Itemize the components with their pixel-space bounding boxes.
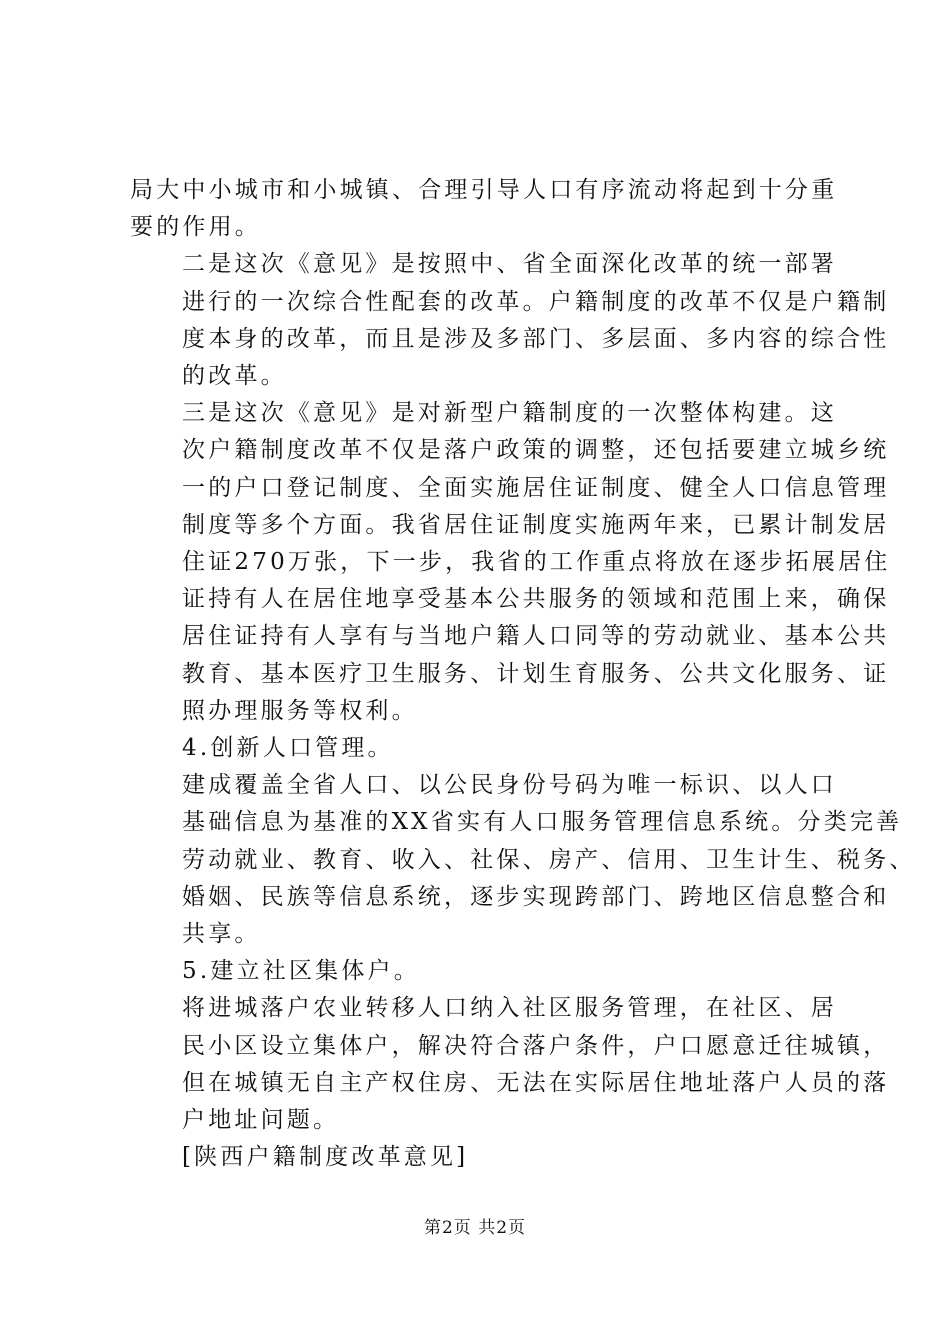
text-line: 民小区设立集体户，解决符合落户条件，户口愿意迁往城镇， [182,1032,890,1059]
text-line: 婚姻、民族等信息系统，逐步实现跨部门、跨地区信息整合和 [182,883,890,910]
text-line: 三是这次《意见》是对新型户籍制度的一次整体构建。这 [182,400,837,427]
text-line: 4.创新人口管理。 [182,735,394,762]
paragraph [130,953,830,990]
paragraph [130,990,890,1139]
text-line: 居住证持有人享有与当地户籍人口同等的劳动就业、基本公共 [182,623,890,650]
text-line: 证持有人在居住地享受基本公共服务的领域和范围上来，确保 [182,586,890,613]
text-line: 要的作用。 [130,214,261,241]
text-line: 建成覆盖全省人口、以公民身份号码为唯一标识、以人口 [182,772,837,799]
text-line: 劳动就业、教育、收入、社保、房产、信用、卫生计生、税务、 [182,846,916,873]
text-line: 但在城镇无自主产权住房、无法在实际居住地址落户人员的落 [182,1069,890,1096]
text-line: 共享。 [182,921,261,948]
paragraph [130,767,916,953]
paragraph [130,730,830,767]
text-line: 教育、基本医疗卫生服务、计划生育服务、公共文化服务、证 [182,660,890,687]
text-line: 住证270万张，下一步，我省的工作重点将放在逐步拓展居住 [182,549,891,576]
paragraph [130,1139,830,1176]
text-line: 照办理服务等权利。 [182,697,418,724]
paragraph [130,395,891,730]
text-line: 进行的一次综合性配套的改革。户籍制度的改革不仅是户籍制 [182,288,890,315]
paragraph [130,172,838,246]
text-line: 局大中小城市和小城镇、合理引导人口有序流动将起到十分重 [130,177,838,203]
page-footer: 第2页 共2页 [423,1218,527,1238]
text-line: 的改革。 [182,363,287,390]
text-line: 户地址问题。 [182,1107,340,1134]
text-line: 基础信息为基准的XX省实有人口服务管理信息系统。分类完善 [182,809,903,836]
text-line: 制度等多个方面。我省居住证制度实施两年来，已累计制发居 [182,511,890,538]
text-line: [陕西户籍制度改革意见] [182,1144,469,1171]
text-line: 度本身的改革，而且是涉及多部门、多层面、多内容的综合性 [182,325,890,352]
text-line: 次户籍制度改革不仅是落户政策的调整，还包括要建立城乡统 [182,437,890,464]
document-body [130,172,916,1176]
text-line: 一的户口登记制度、全面实施居住证制度、健全人口信息管理 [182,474,890,501]
paragraph [130,246,890,395]
text-line: 5.建立社区集体户。 [182,958,420,985]
text-line: 二是这次《意见》是按照中、省全面深化改革的统一部署 [182,251,837,278]
text-line: 将进城落户农业转移人口纳入社区服务管理，在社区、居 [182,995,837,1022]
